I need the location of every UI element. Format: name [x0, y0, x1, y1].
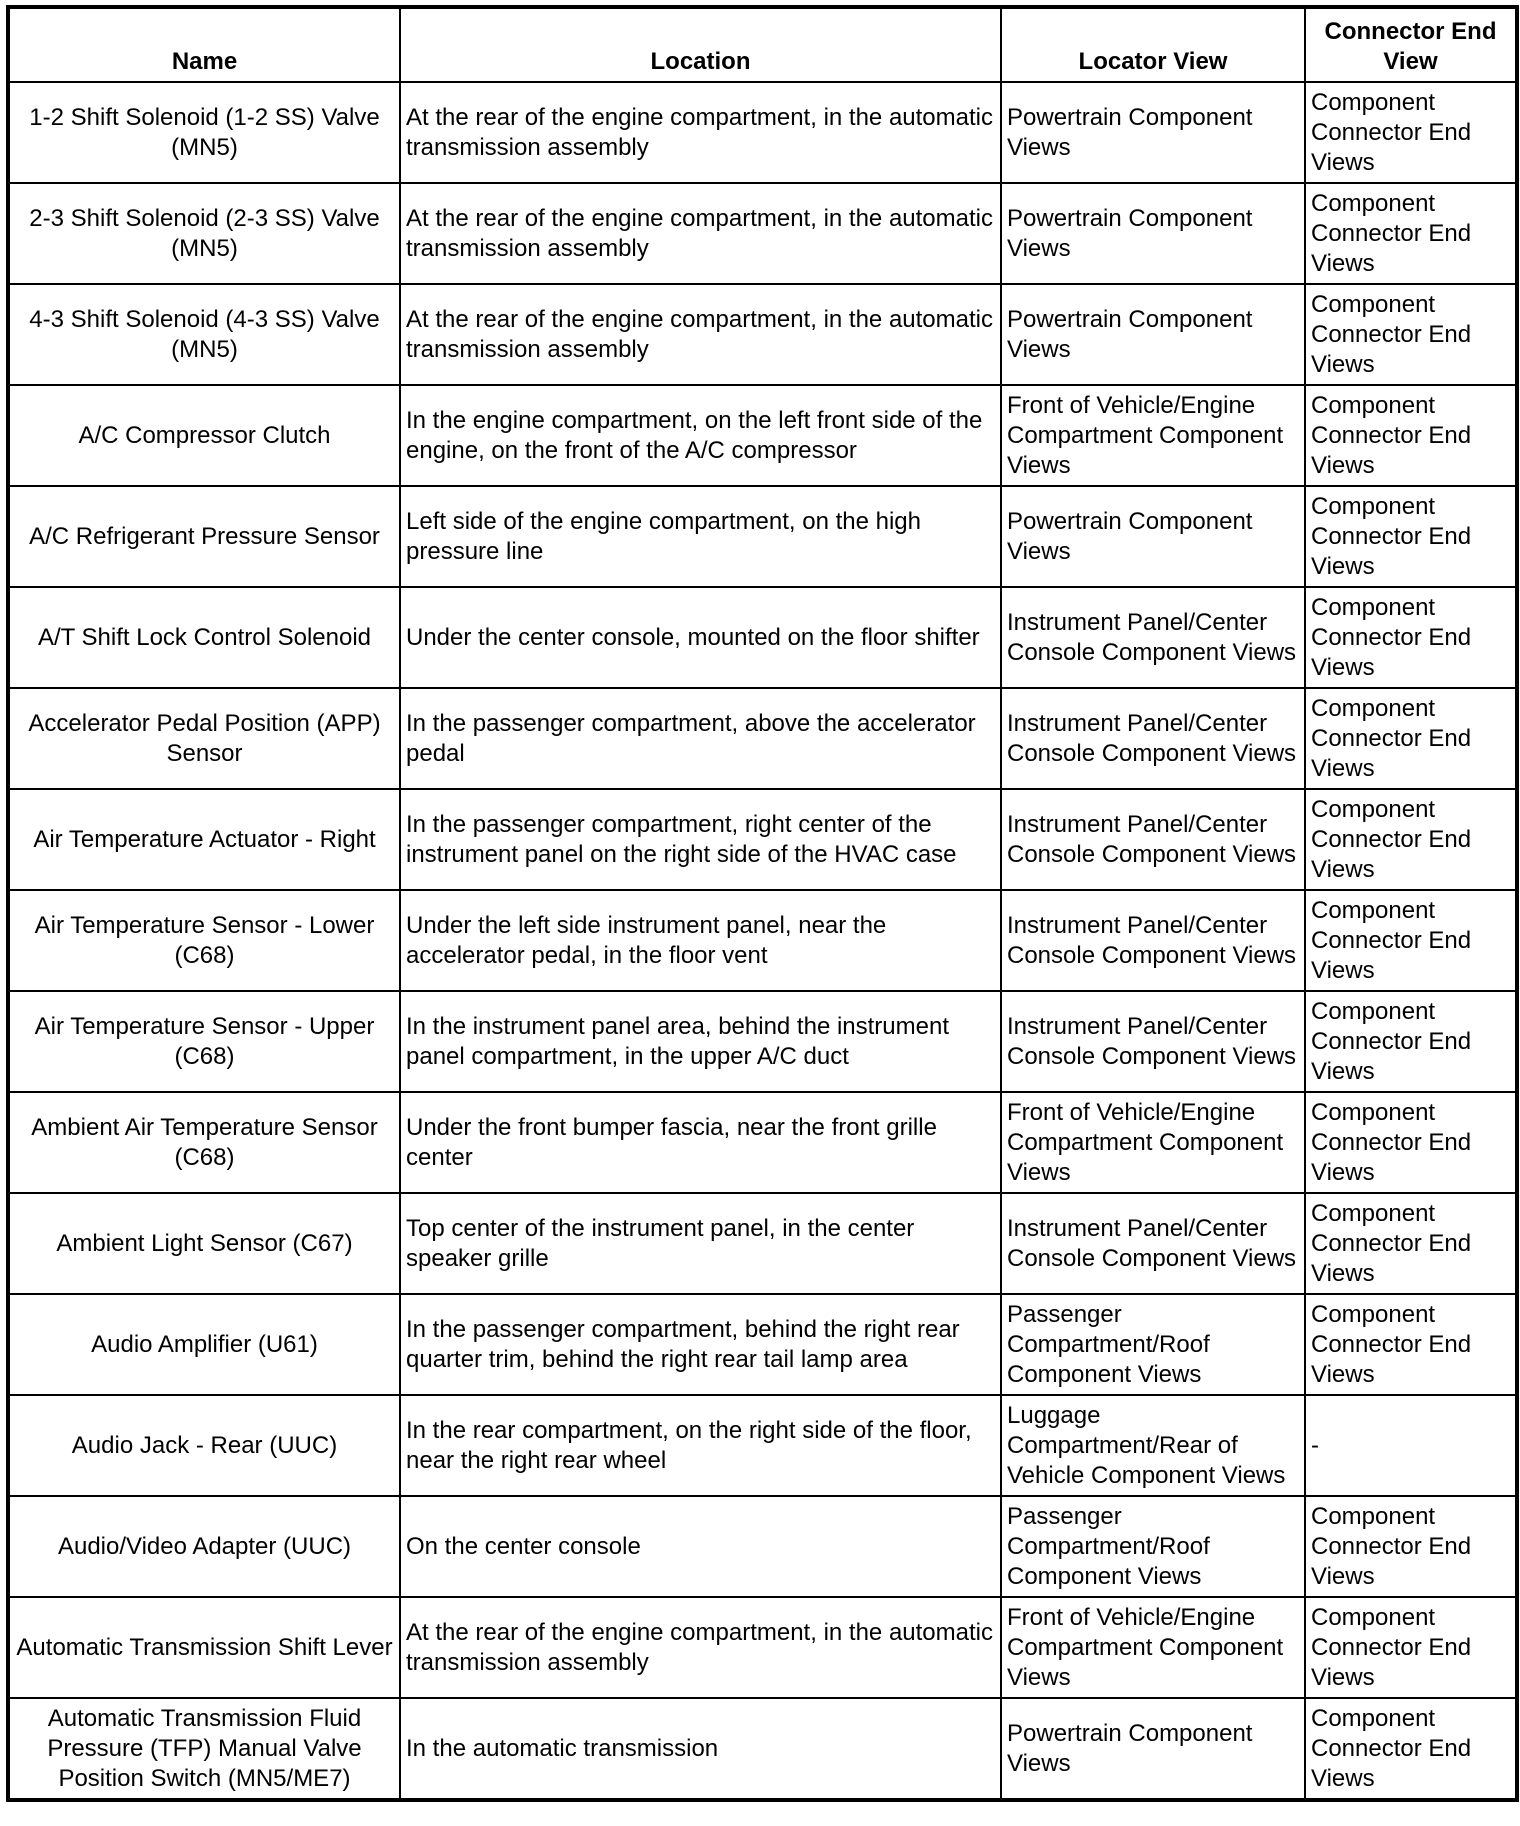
cell-connector-end-view: Component Connector End Views [1305, 1193, 1517, 1294]
header-location: Location [400, 7, 1001, 82]
cell-connector-end-view: Component Connector End Views [1305, 284, 1517, 385]
cell-location: On the center console [400, 1496, 1001, 1597]
table-row [8, 587, 1517, 688]
table-row [8, 284, 1517, 385]
cell-name: Accelerator Pedal Position (APP) Sensor [8, 688, 400, 789]
table-row [8, 183, 1517, 284]
table-row [8, 991, 1517, 1092]
cell-name: 1-2 Shift Solenoid (1-2 SS) Valve (MN5) [8, 82, 400, 183]
cell-name: A/C Refrigerant Pressure Sensor [8, 486, 400, 587]
cell-name: Air Temperature Sensor - Lower (C68) [8, 890, 400, 991]
component-locator-table-wrapper [6, 5, 1515, 1802]
header-connector-end-view: Connector End View [1305, 7, 1517, 82]
cell-location: Under the left side instrument panel, near the accelerator pedal, in the floor vent [400, 890, 1001, 991]
cell-location: At the rear of the engine compartment, in the automatic transmission assembly [400, 1597, 1001, 1698]
cell-locator-view: Powertrain Component Views [1001, 284, 1305, 385]
cell-location: In the passenger compartment, behind the right rear quarter trim, behind the right rear tail lamp area [400, 1294, 1001, 1395]
cell-locator-view: Instrument Panel/Center Console Component Views [1001, 789, 1305, 890]
cell-name: 2-3 Shift Solenoid (2-3 SS) Valve (MN5) [8, 183, 400, 284]
cell-name: Audio Amplifier (U61) [8, 1294, 400, 1395]
cell-name: A/C Compressor Clutch [8, 385, 400, 486]
table-row [8, 1496, 1517, 1597]
cell-name: 4-3 Shift Solenoid (4-3 SS) Valve (MN5) [8, 284, 400, 385]
table-row [8, 486, 1517, 587]
cell-locator-view: Instrument Panel/Center Console Component Views [1001, 991, 1305, 1092]
cell-location: At the rear of the engine compartment, in the automatic transmission assembly [400, 284, 1001, 385]
header-name: Name [8, 7, 400, 82]
cell-name: Audio Jack - Rear (UUC) [8, 1395, 400, 1496]
cell-locator-view: Luggage Compartment/Rear of Vehicle Component Views [1001, 1395, 1305, 1496]
cell-connector-end-view: Component Connector End Views [1305, 1698, 1517, 1800]
cell-location: In the passenger compartment, right center of the instrument panel on the right side of the HVAC case [400, 789, 1001, 890]
cell-location: In the passenger compartment, above the accelerator pedal [400, 688, 1001, 789]
cell-location: Under the center console, mounted on the floor shifter [400, 587, 1001, 688]
table-row [8, 1092, 1517, 1193]
table-row [8, 1193, 1517, 1294]
cell-locator-view: Instrument Panel/Center Console Component Views [1001, 587, 1305, 688]
cell-name: Audio/Video Adapter (UUC) [8, 1496, 400, 1597]
cell-connector-end-view: Component Connector End Views [1305, 789, 1517, 890]
table-row [8, 890, 1517, 991]
cell-name: Ambient Air Temperature Sensor (C68) [8, 1092, 400, 1193]
cell-location: At the rear of the engine compartment, in the automatic transmission assembly [400, 183, 1001, 284]
cell-connector-end-view: - [1305, 1395, 1517, 1496]
cell-connector-end-view: Component Connector End Views [1305, 587, 1517, 688]
cell-name: Ambient Light Sensor (C67) [8, 1193, 400, 1294]
header-locator-view: Locator View [1001, 7, 1305, 82]
table-row [8, 789, 1517, 890]
cell-location: In the engine compartment, on the left front side of the engine, on the front of the A/C compressor [400, 385, 1001, 486]
cell-connector-end-view: Component Connector End Views [1305, 486, 1517, 587]
cell-locator-view: Powertrain Component Views [1001, 486, 1305, 587]
table-row [8, 1698, 1517, 1800]
cell-locator-view: Front of Vehicle/Engine Compartment Component Views [1001, 1092, 1305, 1193]
table-row [8, 1294, 1517, 1395]
cell-connector-end-view: Component Connector End Views [1305, 890, 1517, 991]
cell-locator-view: Powertrain Component Views [1001, 183, 1305, 284]
cell-location: Top center of the instrument panel, in the center speaker grille [400, 1193, 1001, 1294]
cell-locator-view: Powertrain Component Views [1001, 1698, 1305, 1800]
cell-locator-view: Passenger Compartment/Roof Component Views [1001, 1294, 1305, 1395]
cell-connector-end-view: Component Connector End Views [1305, 1092, 1517, 1193]
component-locator-table [6, 5, 1519, 1802]
cell-connector-end-view: Component Connector End Views [1305, 385, 1517, 486]
cell-connector-end-view: Component Connector End Views [1305, 688, 1517, 789]
cell-location: In the automatic transmission [400, 1698, 1001, 1800]
cell-location: In the rear compartment, on the right side of the floor, near the right rear wheel [400, 1395, 1001, 1496]
cell-locator-view: Instrument Panel/Center Console Component Views [1001, 1193, 1305, 1294]
cell-connector-end-view: Component Connector End Views [1305, 1496, 1517, 1597]
cell-name: Automatic Transmission Fluid Pressure (TFP) Manual Valve Position Switch (MN5/ME7) [8, 1698, 400, 1800]
cell-connector-end-view: Component Connector End Views [1305, 183, 1517, 284]
cell-location: Under the front bumper fascia, near the front grille center [400, 1092, 1001, 1193]
cell-location: At the rear of the engine compartment, in the automatic transmission assembly [400, 82, 1001, 183]
cell-connector-end-view: Component Connector End Views [1305, 1597, 1517, 1698]
cell-locator-view: Powertrain Component Views [1001, 82, 1305, 183]
cell-name: Automatic Transmission Shift Lever [8, 1597, 400, 1698]
table-row [8, 688, 1517, 789]
cell-name: Air Temperature Actuator - Right [8, 789, 400, 890]
cell-locator-view: Front of Vehicle/Engine Compartment Component Views [1001, 385, 1305, 486]
cell-name: Air Temperature Sensor - Upper (C68) [8, 991, 400, 1092]
cell-connector-end-view: Component Connector End Views [1305, 1294, 1517, 1395]
cell-locator-view: Passenger Compartment/Roof Component Views [1001, 1496, 1305, 1597]
cell-locator-view: Instrument Panel/Center Console Component Views [1001, 688, 1305, 789]
cell-locator-view: Front of Vehicle/Engine Compartment Component Views [1001, 1597, 1305, 1698]
cell-location: Left side of the engine compartment, on the high pressure line [400, 486, 1001, 587]
cell-connector-end-view: Component Connector End Views [1305, 82, 1517, 183]
table-row [8, 82, 1517, 183]
cell-connector-end-view: Component Connector End Views [1305, 991, 1517, 1092]
table-row [8, 1395, 1517, 1496]
cell-name: A/T Shift Lock Control Solenoid [8, 587, 400, 688]
cell-location: In the instrument panel area, behind the instrument panel compartment, in the upper A/C duct [400, 991, 1001, 1092]
cell-locator-view: Instrument Panel/Center Console Component Views [1001, 890, 1305, 991]
header-row [8, 7, 1517, 82]
table-row [8, 1597, 1517, 1698]
table-row [8, 385, 1517, 486]
